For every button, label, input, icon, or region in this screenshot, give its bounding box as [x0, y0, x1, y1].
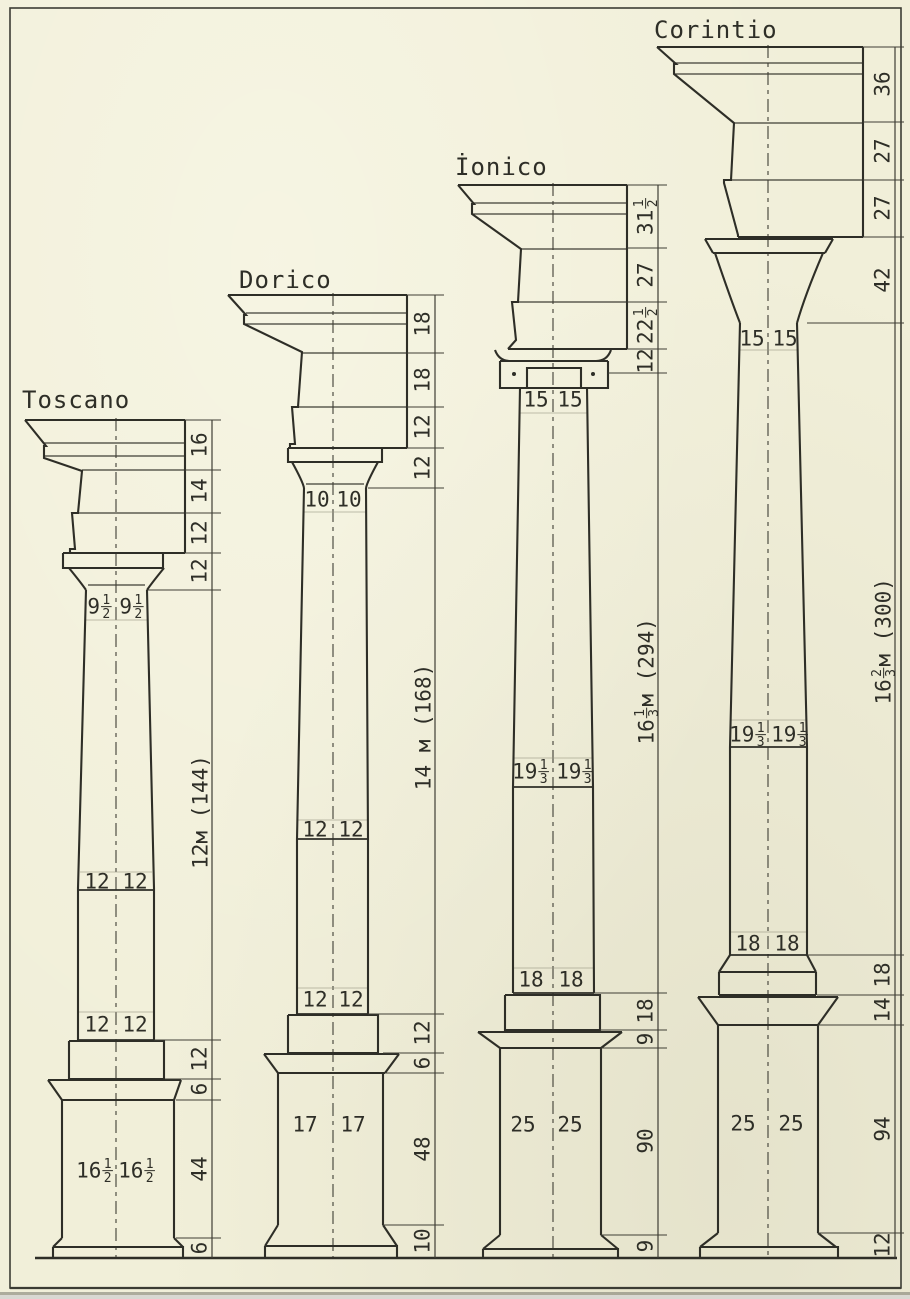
corintio-pedestal-label: [730, 1112, 755, 1136]
label-text: 12: [410, 455, 435, 481]
label-text: 25: [510, 1112, 536, 1137]
label-text: 12: [84, 1012, 110, 1037]
ionico-dim-label: [634, 998, 658, 1023]
label-text: 12м (144): [188, 755, 213, 869]
toscano-title: Toscano: [22, 386, 131, 414]
toscano-shaft-bottom-label: [84, 1013, 109, 1037]
toscano-pedestal-label: [76, 1157, 113, 1186]
ionico-pedestal-label: [510, 1113, 535, 1137]
ionico-profile: [458, 185, 521, 349]
fraction-denominator: 2: [102, 606, 111, 622]
label-text: 90: [633, 1128, 658, 1154]
ionico-profile: [587, 388, 594, 993]
column-corintio: [654, 16, 904, 1258]
fraction-denominator: 3: [539, 771, 548, 787]
dorico-shaft-top-label: [336, 488, 361, 512]
label-text: 16: [871, 679, 896, 705]
label-text: 22: [633, 318, 658, 344]
label-text: 18: [410, 367, 435, 393]
dorico-profile: [288, 448, 382, 462]
label-text: 16: [634, 719, 659, 745]
dorico-dim-label: [411, 367, 435, 392]
dorico-dim-label: [411, 414, 435, 439]
label-text: 42: [870, 267, 895, 293]
corintio-shaft-mid-label: [729, 721, 766, 750]
label-text: 10: [336, 487, 362, 512]
corintio-dim-label: [871, 962, 895, 987]
label-text: 12: [122, 869, 148, 894]
ionico-shaft-mid-label: [512, 758, 549, 787]
corintio-shaft-bottom-label: [774, 932, 799, 956]
label-text: 10: [410, 1228, 435, 1254]
corintio-dim-label: [871, 1116, 895, 1141]
dorico-shaft-bottom-label: [338, 988, 363, 1012]
label-text: 12: [84, 869, 110, 894]
ionico-dim-label: [632, 307, 661, 344]
dorico-dim-label: [411, 1228, 435, 1253]
corintio-shaft-bottom-label: [735, 932, 760, 956]
toscano-dim-label: [188, 520, 212, 545]
fraction-numerator: 1: [102, 592, 111, 608]
label-text: 18: [518, 967, 544, 992]
fraction-denominator: 2: [645, 199, 661, 208]
corintio-dim-label: [871, 138, 895, 163]
ionico-dim-label: [634, 262, 658, 287]
label-text: 15: [557, 387, 583, 412]
ionico-profile: [483, 1249, 618, 1258]
label-text: 18: [735, 931, 761, 956]
dorico-profile: [366, 462, 378, 488]
corintio-profile: [700, 1247, 838, 1258]
fraction-numerator: 1: [631, 308, 647, 317]
fraction-denominator: 3: [583, 771, 592, 787]
scan-edge-shadow: [0, 1292, 910, 1295]
dorico-shaft-mid-label: [302, 818, 327, 842]
label-text: 12: [870, 1232, 895, 1258]
fraction-numerator: 1: [756, 720, 765, 736]
label-text: 9: [87, 594, 101, 619]
ionico-profile: [596, 350, 611, 361]
label-text: 12: [302, 987, 328, 1012]
ionico-profile: [495, 350, 510, 361]
ionico-volute-dot: [591, 372, 595, 376]
ionico-profile: [500, 1048, 601, 1235]
label-text: 15: [523, 387, 549, 412]
ionico-overall-height-label: [633, 618, 662, 744]
toscano-dim-label: [188, 432, 212, 457]
ionico-profile: [513, 388, 520, 993]
label-text: 6: [410, 1056, 435, 1070]
dorico-shaft-bottom-label: [302, 988, 327, 1012]
toscano-dim-label: [188, 478, 212, 503]
label-text: 27: [870, 195, 895, 221]
toscano-dim-label: [188, 1046, 212, 1071]
toscano-profile: [78, 590, 86, 1040]
fraction-denominator: 2: [134, 606, 143, 622]
label-text: 12: [338, 987, 364, 1012]
fraction-numerator: 1: [134, 592, 143, 608]
toscano-profile: [48, 1080, 181, 1100]
label-text: 16: [118, 1158, 144, 1183]
label-text: м (294): [634, 618, 659, 707]
toscano-dim-label: [188, 1156, 212, 1181]
corintio-shaft-mid-label: [771, 721, 808, 750]
corintio-title: Corintio: [654, 16, 778, 44]
label-text: 15: [739, 326, 765, 351]
corintio-profile: [730, 323, 740, 955]
label-text: 17: [292, 1112, 318, 1137]
dorico-title: Dorico: [239, 266, 332, 294]
label-text: 25: [778, 1111, 804, 1136]
toscano-profile: [63, 553, 163, 568]
toscano-profile: [25, 420, 82, 553]
toscano-pedestal-label: [118, 1157, 155, 1186]
fraction-denominator: 3: [798, 734, 807, 750]
label-text: 12: [338, 817, 364, 842]
corintio-overall-height-label: [870, 578, 899, 704]
label-text: 48: [410, 1136, 435, 1162]
label-text: м (300): [871, 578, 896, 667]
ionico-dim-label: [634, 1033, 658, 1046]
fraction-denominator: 3: [883, 669, 899, 677]
dorico-pedestal-label: [292, 1113, 317, 1137]
fraction-denominator: 3: [646, 709, 662, 717]
ionico-shaft-mid-label: [556, 758, 593, 787]
toscano-shaft-bottom-label: [122, 1013, 147, 1037]
label-text: 10: [304, 487, 330, 512]
ionico-pedestal-label: [557, 1113, 582, 1137]
corintio-profile: [715, 253, 740, 323]
border-frame: [10, 8, 901, 1288]
dorico-profile: [228, 295, 302, 448]
label-text: 12: [410, 1020, 435, 1046]
fraction-numerator: 1: [145, 1156, 154, 1172]
toscano-dim-label: [188, 1242, 212, 1255]
toscano-dim-label: [188, 558, 212, 583]
label-text: 18: [870, 962, 895, 988]
dorico-profile: [265, 1225, 397, 1246]
fraction-numerator: 1: [632, 709, 648, 717]
corintio-profile: [797, 323, 807, 955]
fraction-denominator: 3: [756, 734, 765, 750]
label-text: 12: [122, 1012, 148, 1037]
dorico-pedestal-label: [340, 1113, 365, 1137]
label-text: 18: [410, 311, 435, 337]
label-text: 12: [302, 817, 328, 842]
dorico-dim-label: [411, 1057, 435, 1070]
dorico-overall-height-label: [412, 664, 436, 790]
corintio-dim-label: [871, 997, 895, 1022]
label-text: 9: [633, 1032, 658, 1046]
dorico-shaft-top-label: [304, 488, 329, 512]
label-text: 94: [870, 1116, 895, 1142]
ionico-dim-label: [634, 348, 658, 373]
dorico-profile: [265, 1246, 397, 1258]
toscano-profile: [147, 568, 164, 590]
label-text: 19: [771, 722, 797, 747]
fraction-numerator: 1: [103, 1156, 112, 1172]
ionico-profile: [483, 1235, 618, 1249]
corintio-dim-label: [871, 195, 895, 220]
ionico-shaft-bottom-label: [518, 968, 543, 992]
fraction-numerator: 1: [539, 757, 548, 773]
corintio-dim-label: [871, 267, 895, 292]
ionico-dim-label: [634, 1240, 658, 1253]
label-text: 12: [187, 520, 212, 546]
fraction-numerator: 1: [631, 199, 647, 208]
toscano-shaft-mid-label: [122, 870, 147, 894]
toscano-overall-height-label: [189, 755, 213, 869]
ionico-volute-dot: [512, 372, 516, 376]
toscano-shaft-top-label: [87, 593, 111, 622]
dorico-dim-label: [411, 455, 435, 480]
label-text: 25: [557, 1112, 583, 1137]
toscano-profile: [147, 590, 154, 1040]
label-text: 18: [633, 998, 658, 1024]
fraction-denominator: 2: [145, 1170, 154, 1186]
label-text: 18: [558, 967, 584, 992]
label-text: 31: [633, 209, 658, 235]
column-toscano: [22, 386, 221, 1258]
dorico-profile: [264, 1054, 399, 1073]
toscano-shaft-mid-label: [84, 870, 109, 894]
toscano-dim-label: [188, 1083, 212, 1096]
dorico-dim-label: [411, 1136, 435, 1161]
fraction-denominator: 2: [103, 1170, 112, 1186]
sheet-frame: [0, 8, 910, 1299]
fraction-numerator: 2: [869, 669, 885, 677]
fraction-numerator: 1: [798, 720, 807, 736]
label-text: 19: [556, 759, 582, 784]
ionico-shaft-bottom-label: [558, 968, 583, 992]
ionico-profile: [478, 1032, 622, 1048]
label-text: 18: [774, 931, 800, 956]
fraction-numerator: 1: [583, 757, 592, 773]
label-text: 19: [512, 759, 538, 784]
label-text: 16: [76, 1158, 102, 1183]
ionico-dim-label: [634, 1128, 658, 1153]
label-text: 19: [729, 722, 755, 747]
label-text: 12: [187, 558, 212, 584]
label-text: 12: [410, 414, 435, 440]
label-text: 9: [633, 1239, 658, 1253]
label-text: 14: [187, 478, 212, 504]
toscano-profile: [53, 1247, 183, 1258]
ionico-profile: [527, 368, 581, 388]
label-text: 12: [633, 348, 658, 374]
ionico-dim-label: [632, 198, 661, 235]
label-text: 9: [119, 594, 133, 619]
dorico-dim-label: [411, 311, 435, 336]
label-text: 44: [187, 1156, 212, 1182]
corintio-profile: [657, 47, 738, 237]
corintio-dim-label: [871, 1232, 895, 1257]
column-dorico: [228, 266, 444, 1258]
label-text: 14 м (168): [411, 663, 436, 791]
toscano-profile: [53, 1238, 183, 1247]
label-text: 16: [187, 432, 212, 458]
label-text: 14: [870, 997, 895, 1023]
label-text: 36: [870, 71, 895, 97]
label-text: 15: [772, 326, 798, 351]
ionico-title: İonico: [455, 153, 548, 181]
toscano-shaft-top-label: [119, 593, 143, 622]
label-text: 25: [730, 1111, 756, 1136]
corintio-shaft-top-label: [739, 327, 764, 351]
fraction-denominator: 2: [645, 308, 661, 317]
toscano-profile: [69, 568, 86, 590]
ionico-shaft-top-label: [523, 388, 548, 412]
corintio-shaft-top-label: [772, 327, 797, 351]
dorico-profile: [292, 462, 304, 488]
label-text: 6: [187, 1082, 212, 1096]
corintio-profile: [797, 253, 823, 323]
column-ionico: [455, 152, 667, 1258]
label-text: 27: [633, 262, 658, 288]
label-text: 6: [187, 1241, 212, 1255]
label-text: 12: [187, 1046, 212, 1072]
corintio-dim-label: [871, 71, 895, 96]
dorico-shaft-mid-label: [338, 818, 363, 842]
label-text: 27: [870, 138, 895, 164]
label-text: 17: [340, 1112, 366, 1137]
scan-edge-light: [0, 1295, 910, 1299]
ionico-shaft-top-label: [557, 388, 582, 412]
dorico-dim-label: [411, 1020, 435, 1045]
dorico-profile: [278, 1073, 383, 1225]
corintio-pedestal-label: [778, 1112, 803, 1136]
dorico-profile: [297, 488, 304, 1014]
corintio-profile: [705, 239, 833, 253]
dorico-profile: [366, 488, 368, 1014]
